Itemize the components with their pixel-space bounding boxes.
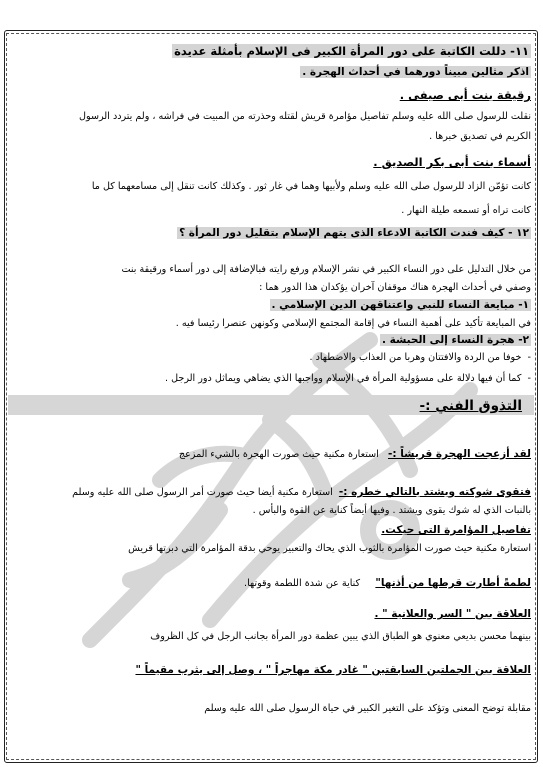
section-header-bar <box>8 395 534 415</box>
ruqayya-title: رقيقة بنت أبى صيفى . <box>399 88 531 102</box>
tasting-item-5-text: بينهما محسن بديعي معنوي هو الطباق الذي يبين عظمة دور المرأة بجانب الرجل في كل الظروف <box>150 631 531 642</box>
asmaa-text-1: كانت تؤمّن الزاد للرسول صلى الله عليه وسلم ولأبيها وهما في غار ثور . وكذلك كانت تنقل إلى مسامعهما كل ما <box>91 181 531 192</box>
ruqayya-text-1: نقلت للرسول صلى الله عليه وسلم تفاصيل مؤامرة قريش لقتله وحذرته من المبيت في فراشه ، ولم يتردد الرسول <box>79 111 531 122</box>
q12-intro-2: وصفي في أحداث الهجرة هناك موقفان آخران يؤكدان هذا الدور هما : <box>259 282 531 293</box>
tasting-item-3-text: استعارة مكنية حيث صورت المؤامرة بالثوب الذي يحاك والتعبير يوحي بدقة المؤامرة التي دبرتها قريش <box>128 543 531 554</box>
tasting-item-4-text: كناية عن شدة اللطمة وقوتها. <box>244 578 361 589</box>
q12-bullet-1-text: خوفا من الردة والافتتان وهربا من العذاب والاضطهاد . <box>309 352 522 363</box>
asmaa-title: أسماء بنت أبى بكر الصديق . <box>373 155 531 169</box>
q11-subquestion: اذكر مثالين مبيناً دورهما في أحداث الهجرة . <box>302 66 529 78</box>
q11-heading: ١١- دللت الكاتبة على دور المرأة الكبير فى الإسلام بأمثلة عديدة <box>174 44 529 58</box>
q12-intro-1: من خلال التدليل على دور النساء الكبير في نشر الإسلام ورفع رايته فبالإضافة إلى دور أسماء ورقيقة بنت <box>121 264 531 275</box>
q12-bullet-2: - كما أن فيها دلالة على مسؤولية المرأة في الإسلام وواجبها الذي يضاهي ويماثل دور الرجل . <box>165 373 531 384</box>
q12-point-1-title: ١- مبايعة النساء للنبي واعتناقهن الدين الإسلامي . <box>271 299 529 311</box>
section-title: التذوق الفني :- <box>419 398 522 414</box>
tasting-item-1-text: استعارة مكنية حيث صورت الهجرة بالشيء المزعج <box>178 449 379 460</box>
tasting-item-4 <box>244 577 531 589</box>
q12-point-1-text: في المبايعة تأكيد على أهمية النساء في إقامة المجتمع الإسلامي وكونهن عنصرا رئيسا فيه . <box>175 318 531 329</box>
tasting-item-1-title: لقد أزعجت الهجرة قريشاً :- <box>388 448 531 460</box>
tasting-item-2-text-a: استعارة مكنية أيضا حيث صورت أمر الرسول صلى الله عليه وسلم <box>72 487 333 498</box>
ruqayya-text-2: الكريم في تصديق خبرها . <box>429 131 531 142</box>
tasting-item-5-title: العلاقة بين " السر والعلانية " . <box>374 608 531 620</box>
tasting-item-2-text-b: بالنبات الذي له شوك يقوى ويشتد . وفيها أيضاً كناية عن القوة والبأس . <box>252 505 531 516</box>
q12-bullet-1: - خوفا من الردة والافتتان وهربا من العذاب والاضطهاد . <box>309 352 531 363</box>
tasting-item-6-text: مقابلة توضح المعنى وتؤكد على التغير الكبير في حياة الرسول صلى الله عليه وسلم <box>204 703 531 714</box>
tasting-item-2 <box>72 486 531 498</box>
tasting-item-6-title: العلاقة بين الجملتين السابقتين " غادر مكة مهاجراً " ، وصل إلى يثرب مقيماً " <box>135 664 531 676</box>
tasting-item-1 <box>179 448 531 460</box>
q12-bullet-2-text: كما أن فيها دلالة على مسؤولية المرأة في الإسلام وواجبها الذي يضاهي ويماثل دور الرجل . <box>165 373 522 384</box>
q12-heading: ١٢ - كيف فندت الكاتبة الادعاء الذى يتهم الإسلام بتقليل دور المرأة ؟ <box>179 227 529 239</box>
tasting-item-2-title: فتقوى شوكته ويشتد بالتالي خطره :- <box>338 486 531 498</box>
q12-point-2-title: ٢- هجرة النساء إلى الحبشة . <box>381 334 529 346</box>
tasting-item-4-title: لطمةً أطارت قرطها من أذنها" <box>375 577 531 589</box>
asmaa-text-2: كانت تراه أو تسمعه طيلة النهار . <box>401 205 531 216</box>
tasting-item-3-title: تفاصيل المؤامرة التى حيكت. <box>381 524 531 536</box>
